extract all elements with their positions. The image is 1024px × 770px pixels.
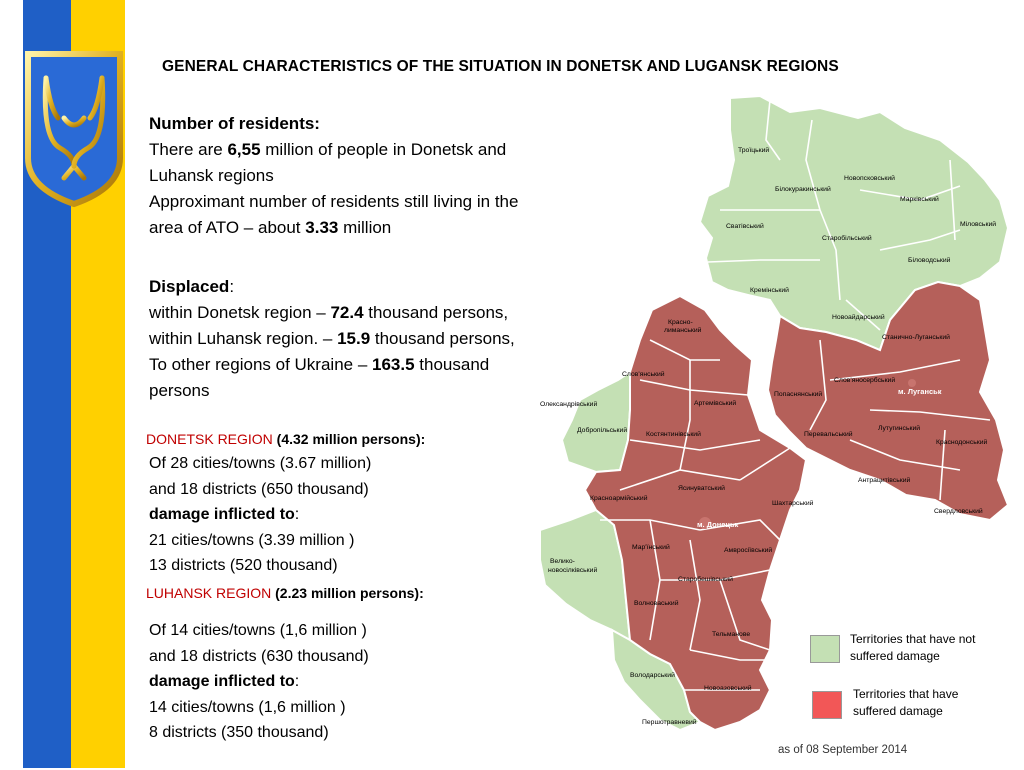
label-yasynuvatskyi: Ясинуватський xyxy=(678,485,725,492)
donetsk-line-1: Of 28 cities/towns (3.67 million) xyxy=(149,455,372,472)
label-markivskyi: Марківський xyxy=(900,196,939,203)
donetsk-region-heading: DONETSK REGION (4.32 million persons): xyxy=(146,431,426,447)
label-slovianoserbskyi: Слов'яносербський xyxy=(834,377,896,384)
label-volodarskyi: Володарський xyxy=(630,672,675,679)
label-oleksandrivskyi: Олександрівський xyxy=(540,401,598,408)
luhansk-city-marker xyxy=(908,379,916,387)
donetsk-line-4: 13 districts (520 thousand) xyxy=(149,557,338,574)
label-dobropilskyi: Добропільський xyxy=(577,427,628,434)
residents-heading: Number of residents: xyxy=(149,114,320,133)
label-troitskyi: Троїцький xyxy=(738,147,770,154)
page-title: GENERAL CHARACTERISTICS OF THE SITUATION IN DONETSK AND LUGANSK REGIONS xyxy=(162,58,839,75)
label-perevalskyi: Перевальський xyxy=(804,431,853,438)
label-krasnolymanskyi-1: Красно- xyxy=(668,319,693,326)
label-milovskyi: Міловський xyxy=(960,221,997,228)
legend-label-undamaged: Territories that have not suffered damage xyxy=(850,632,976,663)
label-kreminskyi: Кремінський xyxy=(750,287,789,294)
displaced-line-2: within Luhansk region. – 15.9 thousand persons, xyxy=(149,329,515,348)
residents-line-2: Luhansk regions xyxy=(149,166,274,185)
label-marinskyi: Мар'їнський xyxy=(632,544,670,551)
label-velykonovosilkivskyi-2: новосілківський xyxy=(548,567,598,574)
trident-emblem-icon xyxy=(20,48,128,208)
label-pershotravnevyi: Першотравневий xyxy=(642,719,697,726)
regions-map xyxy=(530,90,1024,770)
displaced-line-4: persons xyxy=(149,381,210,400)
luhansk-line-2: and 18 districts (630 thousand) xyxy=(149,647,369,665)
displaced-line-3: To other regions of Ukraine – 163.5 thousand xyxy=(149,355,490,374)
label-kostiantynivskyi: Костянтинівський xyxy=(646,431,701,438)
as-of-date: as of 08 September 2014 xyxy=(778,744,908,756)
label-sverdlovskyi: Свердловський xyxy=(934,508,983,515)
residents-line-4: area of ATO – about 3.33 million xyxy=(149,218,392,237)
label-popasnianskyi: Попаснянський xyxy=(774,391,823,398)
luhansk-line-4: 8 districts (350 thousand) xyxy=(149,724,329,741)
label-shakhtarskyi: Шахтарський xyxy=(772,500,814,507)
luhansk-line-1: Of 14 cities/towns (1,6 million ) xyxy=(149,622,367,639)
label-amvrosiivskyi: Амвросіївський xyxy=(724,547,773,554)
label-antratsytivskyi: Антрацитівський xyxy=(858,477,911,484)
label-svativskyi: Сватівський xyxy=(726,223,764,230)
legend-label-damaged: Territories that have suffered damage xyxy=(853,687,959,718)
label-starobeshivskyi: Старобешівський xyxy=(678,576,733,583)
label-artemivskyi: Артемівський xyxy=(694,400,737,407)
residents-line-3: Approximant number of residents still living in the xyxy=(149,192,519,211)
luhansk-region-details xyxy=(149,618,369,746)
label-slovianskyi: Слов'янський xyxy=(622,371,665,378)
luhansk-line-3: 14 cities/towns (1,6 million ) xyxy=(149,698,346,716)
legend-swatch-damaged xyxy=(812,691,842,719)
luhansk-region-heading: LUHANSK REGION (2.23 million persons): xyxy=(146,585,424,601)
donetsk-region-details xyxy=(149,451,371,579)
donetsk-line-3: 21 cities/towns (3.39 million ) xyxy=(149,531,355,549)
map-area-donetsk-west xyxy=(562,372,630,472)
luhansk-damage-heading: damage inflicted to: xyxy=(149,673,300,690)
label-velykonovosilkivskyi-1: Велико- xyxy=(550,558,575,565)
label-krasnoarmiiskyi: Красноармійський xyxy=(590,495,648,502)
donetsk-damage-heading: damage inflicted to: xyxy=(149,506,300,523)
label-lutuhynskyi: Лутугинський xyxy=(878,425,921,432)
label-novoaidarskyi: Новоайдарський xyxy=(832,314,885,321)
label-novoazovskyi: Новоазовський xyxy=(704,685,752,692)
residents-line-1: There are 6,55 million of people in Donetsk and xyxy=(149,140,507,159)
label-volnovaskyi: Волноваський xyxy=(634,600,679,607)
legend-swatch-undamaged xyxy=(810,635,840,663)
label-stanychno-luhanskyi: Станично-Луганський xyxy=(882,334,950,341)
label-luhansk-city: м. Луганськ xyxy=(898,387,942,396)
label-bilokurakynskyi: Білокуракинський xyxy=(775,186,831,193)
donetsk-line-2: and 18 districts (650 thousand) xyxy=(149,480,369,498)
label-telmanove: Тельманове xyxy=(712,631,751,638)
displaced-line-1: within Donetsk region – 72.4 thousand persons, xyxy=(149,303,509,322)
label-donetsk-city: м. Донецьк xyxy=(697,520,739,529)
label-krasnolymanskyi-2: лиманський xyxy=(664,327,702,334)
label-starobilskyi: Старобільський xyxy=(822,235,872,242)
label-krasnodonskyi: Краснодонський xyxy=(936,439,988,446)
label-novopskovskyi: Новопсковський xyxy=(844,175,895,182)
label-bilovodskyi: Біловодський xyxy=(908,257,951,264)
displaced-heading: Displaced: xyxy=(149,277,235,296)
